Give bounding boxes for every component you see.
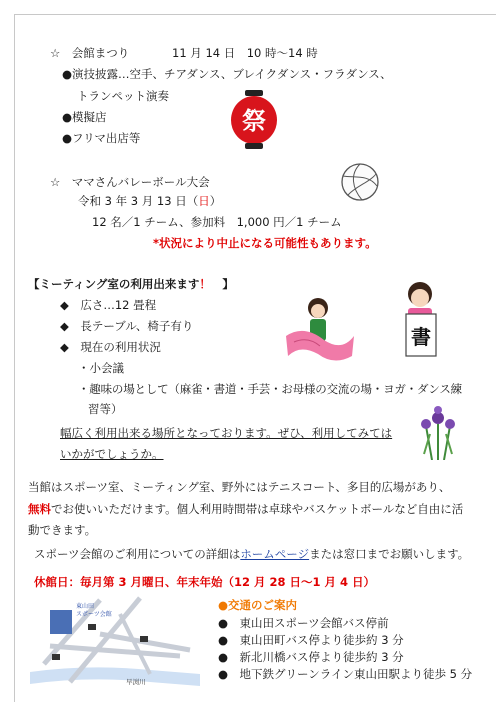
access-item-3: ● 新北川橋バス停より徒歩約 3 分 — [218, 650, 404, 664]
meeting-invite-1: 幅広く利用出来る場所となっております。ぜひ、利用してみては — [60, 426, 393, 440]
meeting-invite-2: いかがでしょうか。 — [60, 447, 164, 461]
festival-line-3: ●模擬店 — [62, 110, 107, 124]
access-title: ●交通のご案内 — [218, 598, 298, 612]
calligraphy-char: 書 — [411, 325, 431, 349]
volleyball-icon — [340, 162, 380, 202]
festival-lantern-icon — [228, 88, 280, 152]
festival-title: ☆ 会館まつり — [50, 46, 130, 60]
festival-line-4: ●フリマ出店等 — [62, 131, 141, 145]
closed-days: 休館日：毎月第 3 月曜日、年末年始（12 月 28 日～1 月 4 日） — [34, 575, 376, 589]
handicraft-person-icon — [284, 296, 356, 366]
volleyball-date: 令和 3 年 3 月 13 日（日） — [78, 194, 222, 208]
map-label-line-1: 東山田 — [76, 603, 95, 610]
lantern-char: 祭 — [242, 107, 266, 135]
festival-line-2: トランペット演奏 — [77, 89, 169, 103]
meeting-heading: 【ミーティング室の利用出来ます！ 】 — [28, 277, 234, 291]
access-item-4: ● 地下鉄グリーンライン東山田駅より徒歩 5 分 — [218, 667, 473, 681]
facility-line-1: 当館はスポーツ室、ミーティング室、野外にはテニスコート、多目的広場があり、 — [28, 480, 451, 494]
facility-line-2: 無料でお使いいただけます。個人利用時間帯は卓球やバスケットボールなど自由に活 — [28, 502, 464, 516]
homepage-link[interactable]: ホームページ — [240, 547, 310, 561]
meeting-sub-3: 習等） — [88, 402, 123, 416]
map-river-label: 早渕川 — [126, 678, 146, 686]
meeting-bullet-2: ◆ 長テーブル、椅子有り — [60, 319, 194, 333]
access-item-1: ● 東山田スポーツ会館バス停前 — [218, 616, 389, 630]
map-label-line-2: スポーツ会館 — [76, 611, 112, 618]
meeting-sub-2: ・趣味の場として（麻雀・書道・手芸・お母様の交流の場・ヨガ・ダンス練 — [78, 382, 462, 396]
calligraphy-person-icon — [392, 280, 448, 360]
festival-line-1: ●演技披露…空手、チアダンス、ブレイクダンス・フラダンス、 — [62, 67, 392, 81]
iris-flower-icon — [418, 404, 458, 460]
meeting-bullet-3: ◆ 現在の利用状況 — [60, 340, 161, 354]
volleyball-title: ☆ ママさんバレーボール大会 — [50, 175, 210, 189]
facility-line-4: スポーツ会館のご利用についての詳細はホームページまたは窓口までお願いします。 — [34, 547, 470, 561]
facility-line-3: 動できます。 — [28, 523, 97, 537]
volleyball-details: 12 名／1 チーム、参加料 1,000 円／1 チーム — [92, 215, 342, 229]
access-map — [30, 594, 200, 690]
festival-date: 11 月 14 日 10 時～14 時 — [172, 46, 318, 60]
access-item-2: ● 東山田町バス停より徒歩約 3 分 — [218, 633, 404, 647]
volleyball-notice: *状況により中止になる可能性もあります。 — [153, 236, 377, 250]
meeting-sub-1: ・小会議 — [78, 361, 124, 375]
meeting-bullet-1: ◆ 広さ…12 畳程 — [60, 298, 157, 312]
